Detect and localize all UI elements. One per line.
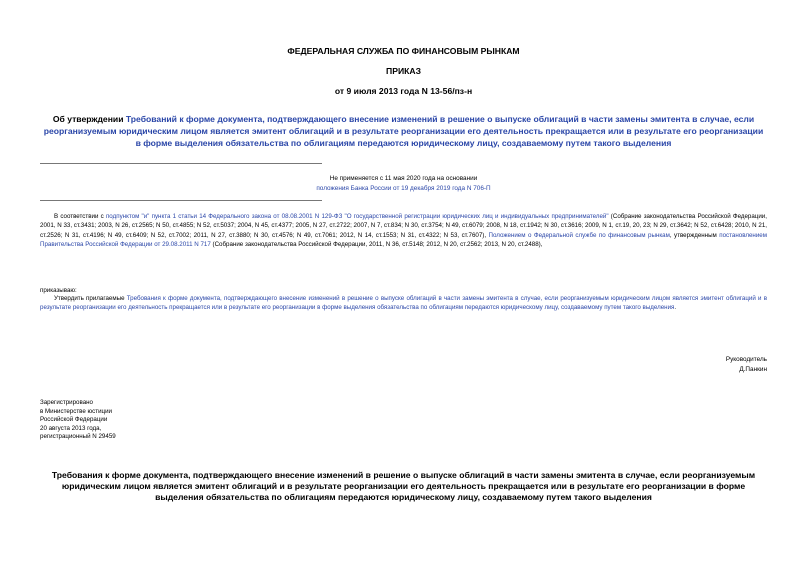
requirements-title: Требования к форме документа, подтверждающего внесение изменений в решение о выпуске облигаций в части замены эмитента в случае, если реорганизуемым юридическим лицом является эмитент облигаций и в результате реорганизации его деятельность прекращается или в результате его реорганизации в форме выделения обязательства по облигациям передаются юридическому лицу, создаваемому путем такого выделения xyxy=(51,470,756,502)
approve-text-2: . xyxy=(674,304,677,312)
date-number-heading: от 9 июля 2013 года N 13-56/пз-н xyxy=(334,86,473,96)
title-prefix: Об утверждении xyxy=(52,114,126,124)
government-resolution-link[interactable]: постановлением Правительства Российской Федерации от 29.08.2011 N 717 xyxy=(40,231,767,248)
status-note-link[interactable]: положения Банка России от 19 декабря 2019 года N 706-П xyxy=(316,185,491,192)
status-note xyxy=(40,174,767,194)
approve-paragraph xyxy=(40,294,767,313)
signature-role: Руководитель xyxy=(725,356,767,363)
preamble-paragraph xyxy=(40,212,767,249)
title-requirements-link[interactable]: Требований к форме документа, подтверждающего внесение изменений в решение о выпуске облигаций в части замены эмитента в случае, если реорганизуемым юридическим лицом является эмитент облигаций и в результате реорганизации его деятельность прекращается или в результате его реорганизации в форме выделения обязательства по облигациям передаются юридическому лицу, создаваемому путем такого выделения xyxy=(43,114,764,148)
preamble-text-1: В соответствии с xyxy=(54,213,106,220)
fsfr-regulation-link[interactable]: Положением о Федеральной службе по финансовым рынкам xyxy=(488,231,670,239)
document-title xyxy=(40,113,767,149)
approve-text-1: Утвердить прилагаемые xyxy=(54,295,127,302)
preamble-text-4: (Собрание законодательства Российской Федерации, 2011, N 36, ст.5148; 2012, N 20, ст.2562; 2013, N 20, ст.2488), xyxy=(210,240,543,248)
requirements-link[interactable]: Требования к форме документа, подтверждающего внесение изменений в решение о выпуске облигаций в части замены эмитента в случае, если реорганизуемым юридическим лицом является эмитент облигаций и в результате реорганизации его деятельность прекращается или в результате его реорганизации в форме выделения обязательства по облигациям передаются юридическому лицу, создаваемому путем такого выделения xyxy=(40,295,768,312)
divider-top xyxy=(40,163,322,164)
registration-line: 20 августа 2013 года, xyxy=(40,424,102,432)
registration-line: в Министерстве юстиции xyxy=(40,407,113,415)
status-note-text: Не применяется с 11 мая 2020 года на основании xyxy=(329,175,478,182)
agency-heading: ФЕДЕРАЛЬНАЯ СЛУЖБА ПО ФИНАНСОВЫМ РЫНКАМ xyxy=(287,46,520,56)
registration-block xyxy=(40,399,116,442)
signature-name: Д.Панкин xyxy=(739,366,767,373)
law-129fz-link[interactable]: подпунктом "и" пункта 1 статьи 14 Федерального закона от 08.08.2001 N 129-ФЗ "О государственной регистрации юридических лиц и индивидуальных предпринимателей" xyxy=(105,213,609,220)
registration-line: Зарегистрировано xyxy=(40,399,93,406)
document-type-heading: ПРИКАЗ xyxy=(386,66,421,76)
registration-line: Российской Федерации xyxy=(40,416,108,424)
preamble-text-3: , утвержденным xyxy=(669,231,720,239)
signature-block xyxy=(726,355,767,375)
preamble-text-2: (Собрание законодательства Российской Федерации, 2001, N 33, ст.3431; 2003, N 26, ст.2565; N 50, ст.4855; N 52, ст.5037; 2004, N 45, ст.4377; 2005, N 27, ст.2722; 2007, N 7, ст.834; N 30, ст.3754; N 49, ст.6079; 2008, N 18, ст.1942; N 30, ст.3616; 2009, N 1, ст.19, 20, 23; N 29, ст.3642; N 52, ст.6428; 2010, N 21, ст.2526; N 31, ст.4196; N 49, ст.6409; N 52, ст.7002; 2011, N 27, ст.3880; N 30, ст.4576; N 49, ст.7061; 2012, N 14, ст.1553; N 31, ст.4322; N 53, ст.7607), xyxy=(40,213,767,239)
registration-line: регистрационный N 29459 xyxy=(40,433,116,441)
divider-bottom xyxy=(40,200,322,201)
order-word: приказываю: xyxy=(40,287,77,294)
